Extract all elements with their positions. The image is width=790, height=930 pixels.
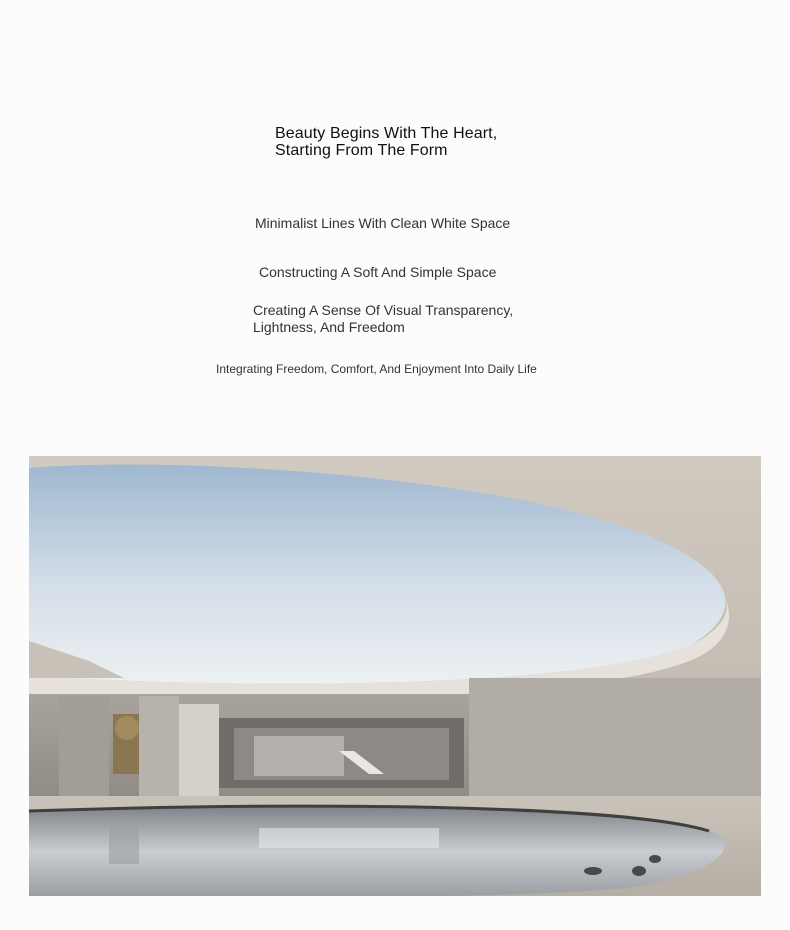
tagline-constructing: Constructing A Soft And Simple Space: [259, 264, 497, 280]
tagline-transparency: [253, 302, 513, 336]
column-left: [139, 696, 179, 802]
courtyard-photo: [29, 456, 761, 896]
tagline-minimalist: Minimalist Lines With Clean White Space: [255, 215, 511, 231]
interior-light: [254, 736, 344, 776]
right-wall: [469, 678, 761, 806]
headline-line-1: Beauty Begins With The Heart,: [275, 125, 498, 142]
courtyard-illustration: [29, 456, 761, 896]
tagline-transparency-line-2: Lightness, And Freedom: [253, 319, 405, 335]
headline: [275, 125, 497, 159]
column-center: [179, 704, 219, 802]
tagline-transparency-line-1: Creating A Sense Of Visual Transparency,: [253, 302, 514, 318]
headline-line-2: Starting From The Form: [275, 142, 448, 159]
column-far-left: [59, 696, 109, 802]
tagline-daily-life: Integrating Freedom, Comfort, And Enjoyment Into Daily Life: [216, 362, 537, 376]
